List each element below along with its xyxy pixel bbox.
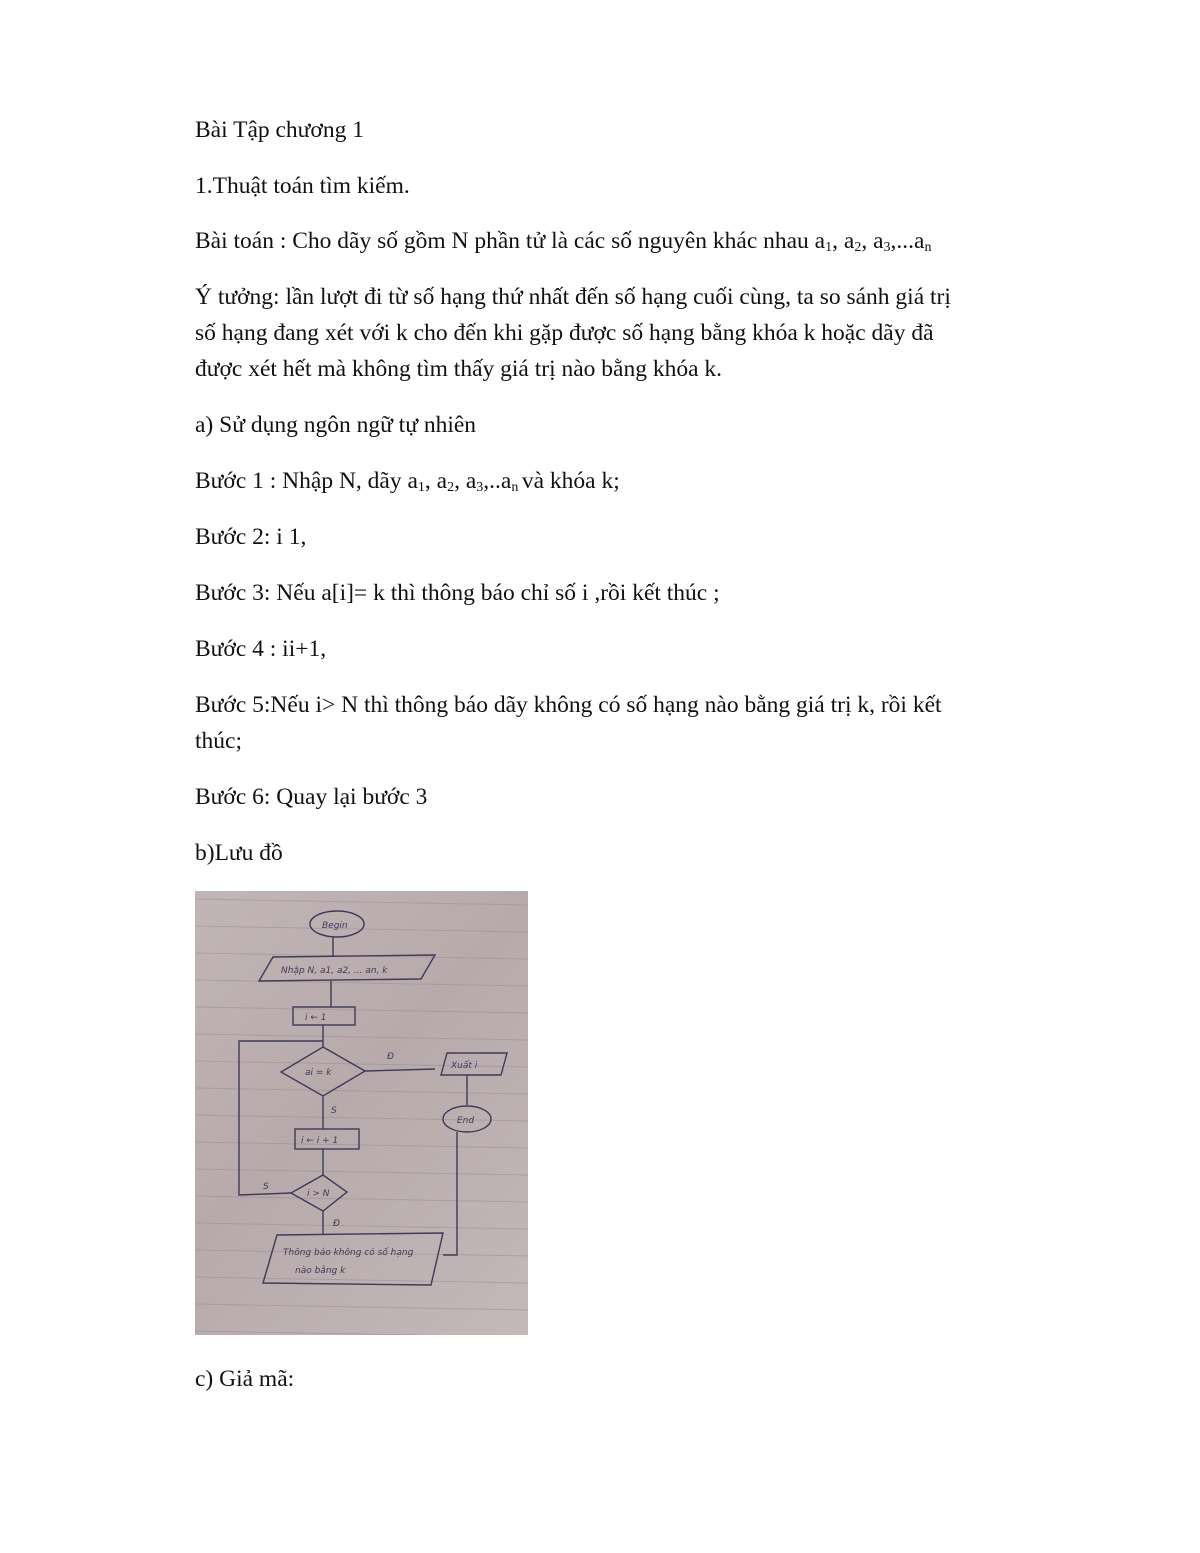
fc-cond1: ai = k: [305, 1068, 332, 1078]
fc-output-found: Xuất i: [451, 1061, 478, 1071]
problem-statement: Bài toán : Cho dãy số gồm N phần tử là các số nguyên khác nhau $a_1$, $a_2$, $a_3,...a_n$: [195, 228, 932, 255]
output-notfound-parallelogram: [263, 1233, 443, 1285]
part-b-heading: b)Lưu đồ: [195, 840, 283, 866]
fc-no1: S: [331, 1106, 337, 1116]
flowchart-drawing: [195, 891, 528, 1335]
loop-back-line: [239, 1041, 323, 1195]
step-3: Bước 3: Nếu a[i]= k thì thông báo chỉ số i ,rồi kết thúc ;: [195, 580, 720, 606]
problem-text: Bài toán : Cho dãy số gồm N phần tử là các số nguyên khác nhau a: [195, 228, 826, 254]
fc-output-notfound-2: nào bằng k: [295, 1266, 346, 1276]
section-heading: 1.Thuật toán tìm kiếm.: [195, 173, 410, 199]
idea-line-2: số hạng đang xét với k cho đến khi gặp được số hạng bằng khóa k hoặc dãy đã: [195, 320, 934, 346]
fc-input: Nhập N, a1, a2, ... an, k: [281, 966, 388, 976]
step-5-line-2: thúc;: [195, 728, 242, 754]
step-1-suffix: và khóa k;: [521, 468, 620, 494]
step-2: Bước 2: i 1,: [195, 524, 307, 550]
part-a-heading: a) Sử dụng ngôn ngữ tự nhiên: [195, 412, 477, 438]
fc-increment: i ← i + 1: [301, 1136, 339, 1146]
fc-cond2: i > N: [307, 1189, 330, 1199]
fc-begin: Begin: [322, 921, 348, 931]
fc-yes1: Đ: [387, 1052, 394, 1062]
part-c-heading: c) Giả mã:: [195, 1366, 295, 1392]
to-end-line: [443, 1132, 457, 1255]
flowchart-photo: [195, 891, 528, 1335]
step-4: Bước 4 : ii+1,: [195, 636, 327, 662]
idea-line-1: Ý tưởng: lần lượt đi từ số hạng thứ nhất đến số hạng cuối cùng, ta so sánh giá trị: [195, 284, 951, 310]
notebook-lines: [195, 899, 528, 1335]
fc-assign: i ← 1: [305, 1013, 327, 1023]
idea-line-3: được xét hết mà không tìm thấy giá trị nào bằng khóa k.: [195, 356, 723, 382]
fc-output-notfound-1: Thông báo không có số hạng: [283, 1248, 414, 1258]
document-title: Bài Tập chương 1: [195, 117, 364, 143]
step-6: Bước 6: Quay lại bước 3: [195, 784, 428, 810]
step-5-line-1: Bước 5:Nếu i> N thì thông báo dãy không có số hạng nào bằng giá trị k, rồi kết: [195, 692, 942, 718]
fc-yes2: Đ: [333, 1219, 340, 1229]
step-1-text: Bước 1 : Nhập N, dãy a: [195, 468, 418, 494]
fc-end: End: [457, 1116, 475, 1126]
step-1: Bước 1 : Nhập N, dãy $a_1$, $a_2$, $a_3,..a_n$ và khóa k;: [195, 468, 620, 495]
fc-no2: S: [263, 1182, 269, 1192]
